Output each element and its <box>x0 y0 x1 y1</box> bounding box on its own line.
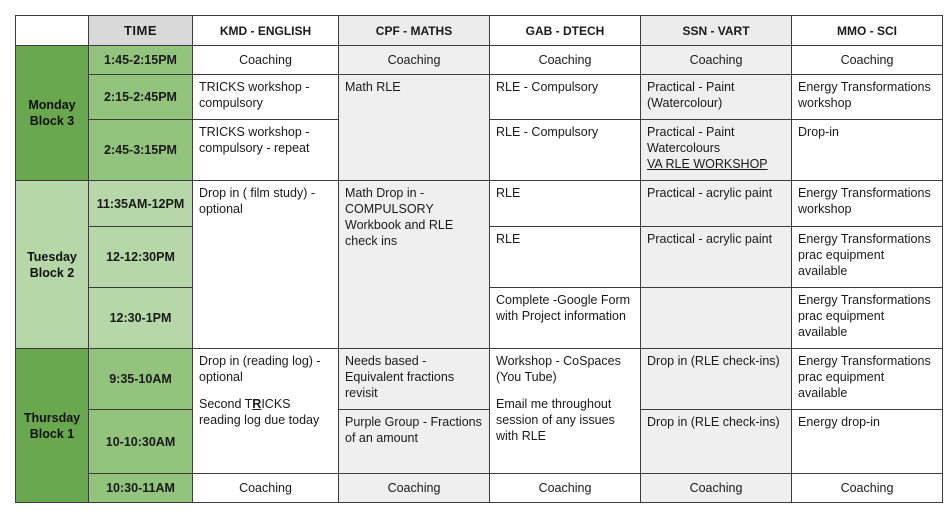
block-monday: Monday Block 3 <box>16 46 89 181</box>
cell-english: TRICKS workshop - compulsory <box>193 75 339 120</box>
corner-cell <box>16 16 89 46</box>
cell-dtech <box>490 349 641 474</box>
block-tuesday: Tuesday Block 2 <box>16 181 89 349</box>
va-rle-workshop-link[interactable]: VA RLE WORKSHOP <box>647 157 768 171</box>
cell-sci: Coaching <box>792 474 943 503</box>
cell-maths: Math Drop in - COMPULSORY Workbook and RLE check ins <box>339 181 490 349</box>
table-row <box>16 46 943 75</box>
cell-vart: Practical - acrylic paint <box>641 227 792 288</box>
cell-dtech: RLE <box>490 227 641 288</box>
cell-maths: Needs based - Equivalent fractions revisit <box>339 349 490 410</box>
cell-dtech: RLE - Compulsory <box>490 120 641 181</box>
english-note-part1: Second T <box>199 397 253 411</box>
cell-sci: Energy Transformations prac equipment available <box>792 227 943 288</box>
english-dropin-text: Drop in (reading log) - optional <box>199 354 321 384</box>
header-english: KMD - ENGLISH <box>193 16 339 46</box>
header-time: TIME <box>89 16 193 46</box>
cell-english <box>193 349 339 474</box>
cell-english: Coaching <box>193 46 339 75</box>
table-row <box>16 349 943 410</box>
header-vart: SSN - VART <box>641 16 792 46</box>
time-cell: 12-12:30PM <box>89 227 193 288</box>
cell-vart: Practical - acrylic paint <box>641 181 792 227</box>
cell-dtech: RLE - Compulsory <box>490 75 641 120</box>
time-cell: 2:45-3:15PM <box>89 120 193 181</box>
cell-sci: Drop-in <box>792 120 943 181</box>
time-cell: 9:35-10AM <box>89 349 193 410</box>
cell-maths: Purple Group - Fractions of an amount <box>339 410 490 474</box>
cell-vart: Drop in (RLE check-ins) <box>641 349 792 410</box>
dtech-workshop-text: Workshop - CoSpaces (You Tube) <box>496 354 621 384</box>
time-cell: 11:35AM-12PM <box>89 181 193 227</box>
english-note-part3: ICKS reading log due today <box>199 397 320 427</box>
cell-sci: Energy Transformations prac equipment available <box>792 288 943 349</box>
cell-maths: Coaching <box>339 474 490 503</box>
cell-dtech: Complete -Google Form with Project information <box>490 288 641 349</box>
time-cell: 1:45-2:15PM <box>89 46 193 75</box>
cell-maths: Math RLE <box>339 75 490 181</box>
time-cell: 10-10:30AM <box>89 410 193 474</box>
timetable <box>15 15 943 503</box>
cell-sci: Coaching <box>792 46 943 75</box>
cell-sci: Energy Transformations workshop <box>792 75 943 120</box>
cell-vart: Coaching <box>641 474 792 503</box>
english-note-part2: R <box>252 397 262 411</box>
header-row <box>16 16 943 46</box>
header-maths: CPF - MATHS <box>339 16 490 46</box>
cell-english: Drop in ( film study) - optional <box>193 181 339 349</box>
cell-vart: Practical - Paint (Watercolour) <box>641 75 792 120</box>
cell-vart <box>641 288 792 349</box>
time-cell: 12:30-1PM <box>89 288 193 349</box>
cell-vart: Drop in (RLE check-ins) <box>641 410 792 474</box>
cell-sci: Energy Transformations workshop <box>792 181 943 227</box>
vart-text: Practical - Paint Watercolours <box>647 125 735 155</box>
time-cell: 10:30-11AM <box>89 474 193 503</box>
table-row <box>16 75 943 120</box>
cell-english: TRICKS workshop - compulsory - repeat <box>193 120 339 181</box>
cell-dtech: Coaching <box>490 474 641 503</box>
time-cell: 2:15-2:45PM <box>89 75 193 120</box>
cell-vart <box>641 120 792 181</box>
cell-maths: Coaching <box>339 46 490 75</box>
cell-vart: Coaching <box>641 46 792 75</box>
cell-dtech: Coaching <box>490 46 641 75</box>
cell-sci: Energy drop-in <box>792 410 943 474</box>
cell-english: Coaching <box>193 474 339 503</box>
cell-sci: Energy Transformations prac equipment available <box>792 349 943 410</box>
cell-dtech: RLE <box>490 181 641 227</box>
block-thursday: Thursday Block 1 <box>16 349 89 503</box>
header-sci: MMO - SCI <box>792 16 943 46</box>
table-row <box>16 474 943 503</box>
table-row <box>16 181 943 227</box>
dtech-email-text: Email me throughout session of any issues with RLE <box>496 397 615 443</box>
header-dtech: GAB - DTECH <box>490 16 641 46</box>
table-row <box>16 410 943 474</box>
